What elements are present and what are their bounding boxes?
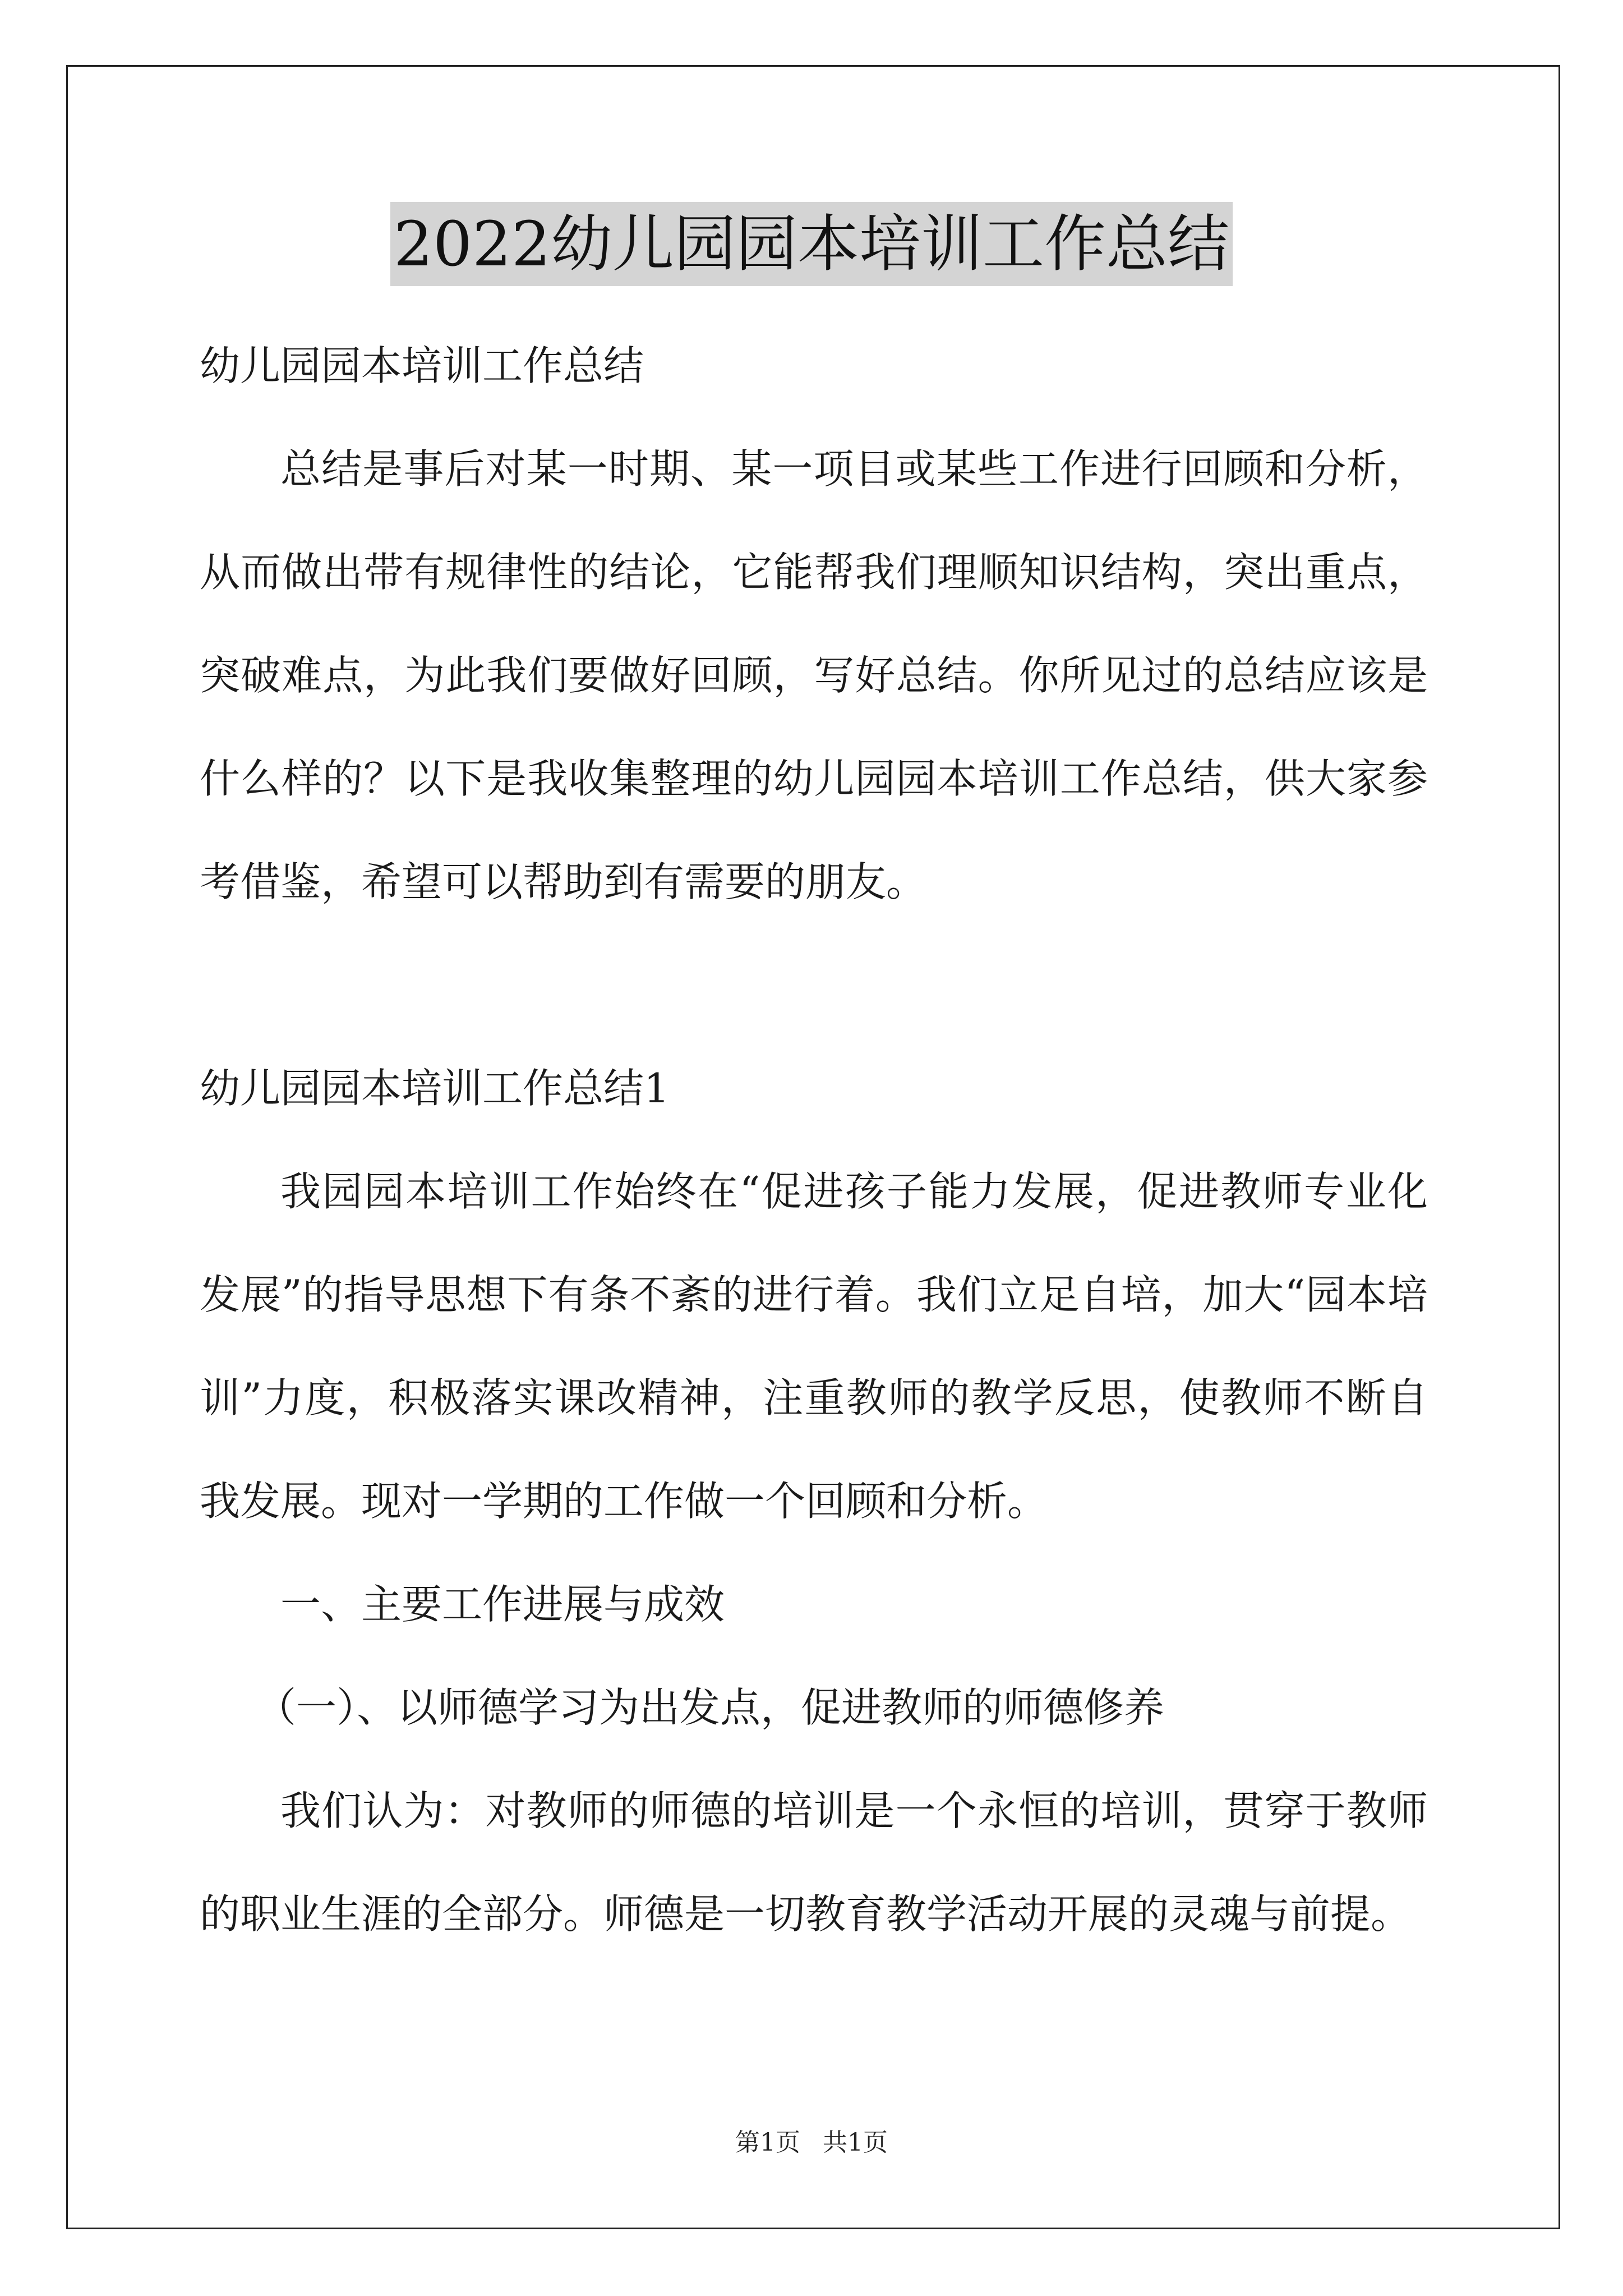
title-area xyxy=(0,202,1623,286)
document-body xyxy=(200,314,1428,1966)
document-title: 2022幼儿园园本培训工作总结 xyxy=(390,202,1233,286)
body-paragraph: 我们认为：对教师的师德的培训是一个永恒的培训，贯穿于教师的职业生涯的全部分。师德是一切教育教学活动开展的灵魂与前提。 xyxy=(200,1787,1428,1938)
body-paragraph: 我园园本培训工作始终在“促进孩子能力发展，促进教师专业化发展”的指导思想下有条不紊的进行着。我们立足自培，加大“园本培训”力度，积极落实课改精神，注重教师的教学反思，使教师不断自我发展。现对一学期的工作做一个回顾和分析。 xyxy=(200,1168,1428,1525)
section-heading: 幼儿园园本培训工作总结1 xyxy=(200,1065,670,1112)
intro-paragraph: 总结是事后对某一时期、某一项目或某些工作进行回顾和分析，从而做出带有规律性的结论，它能帮我们理顺知识结构，突出重点，突破难点，为此我们要做好回顾，写好总结。你所见过的总结应该是什么样的？以下是我收集整理的幼儿园园本培训工作总结，供大家参考借鉴，希望可以帮助到有需要的朋友。 xyxy=(200,445,1428,905)
page-total: 共1页 xyxy=(823,2128,888,2157)
section-gap xyxy=(200,933,1428,1037)
subheading-ethics: （一）、以师德学习为出发点，促进教师的师德修养 xyxy=(256,1684,1165,1731)
page-number: 第1页 xyxy=(735,2128,800,2157)
page-footer xyxy=(0,2126,1623,2160)
subtitle-paragraph: 幼儿园园本培训工作总结 xyxy=(200,342,644,389)
subheading-main-progress: 一、主要工作进展与成效 xyxy=(280,1581,725,1628)
